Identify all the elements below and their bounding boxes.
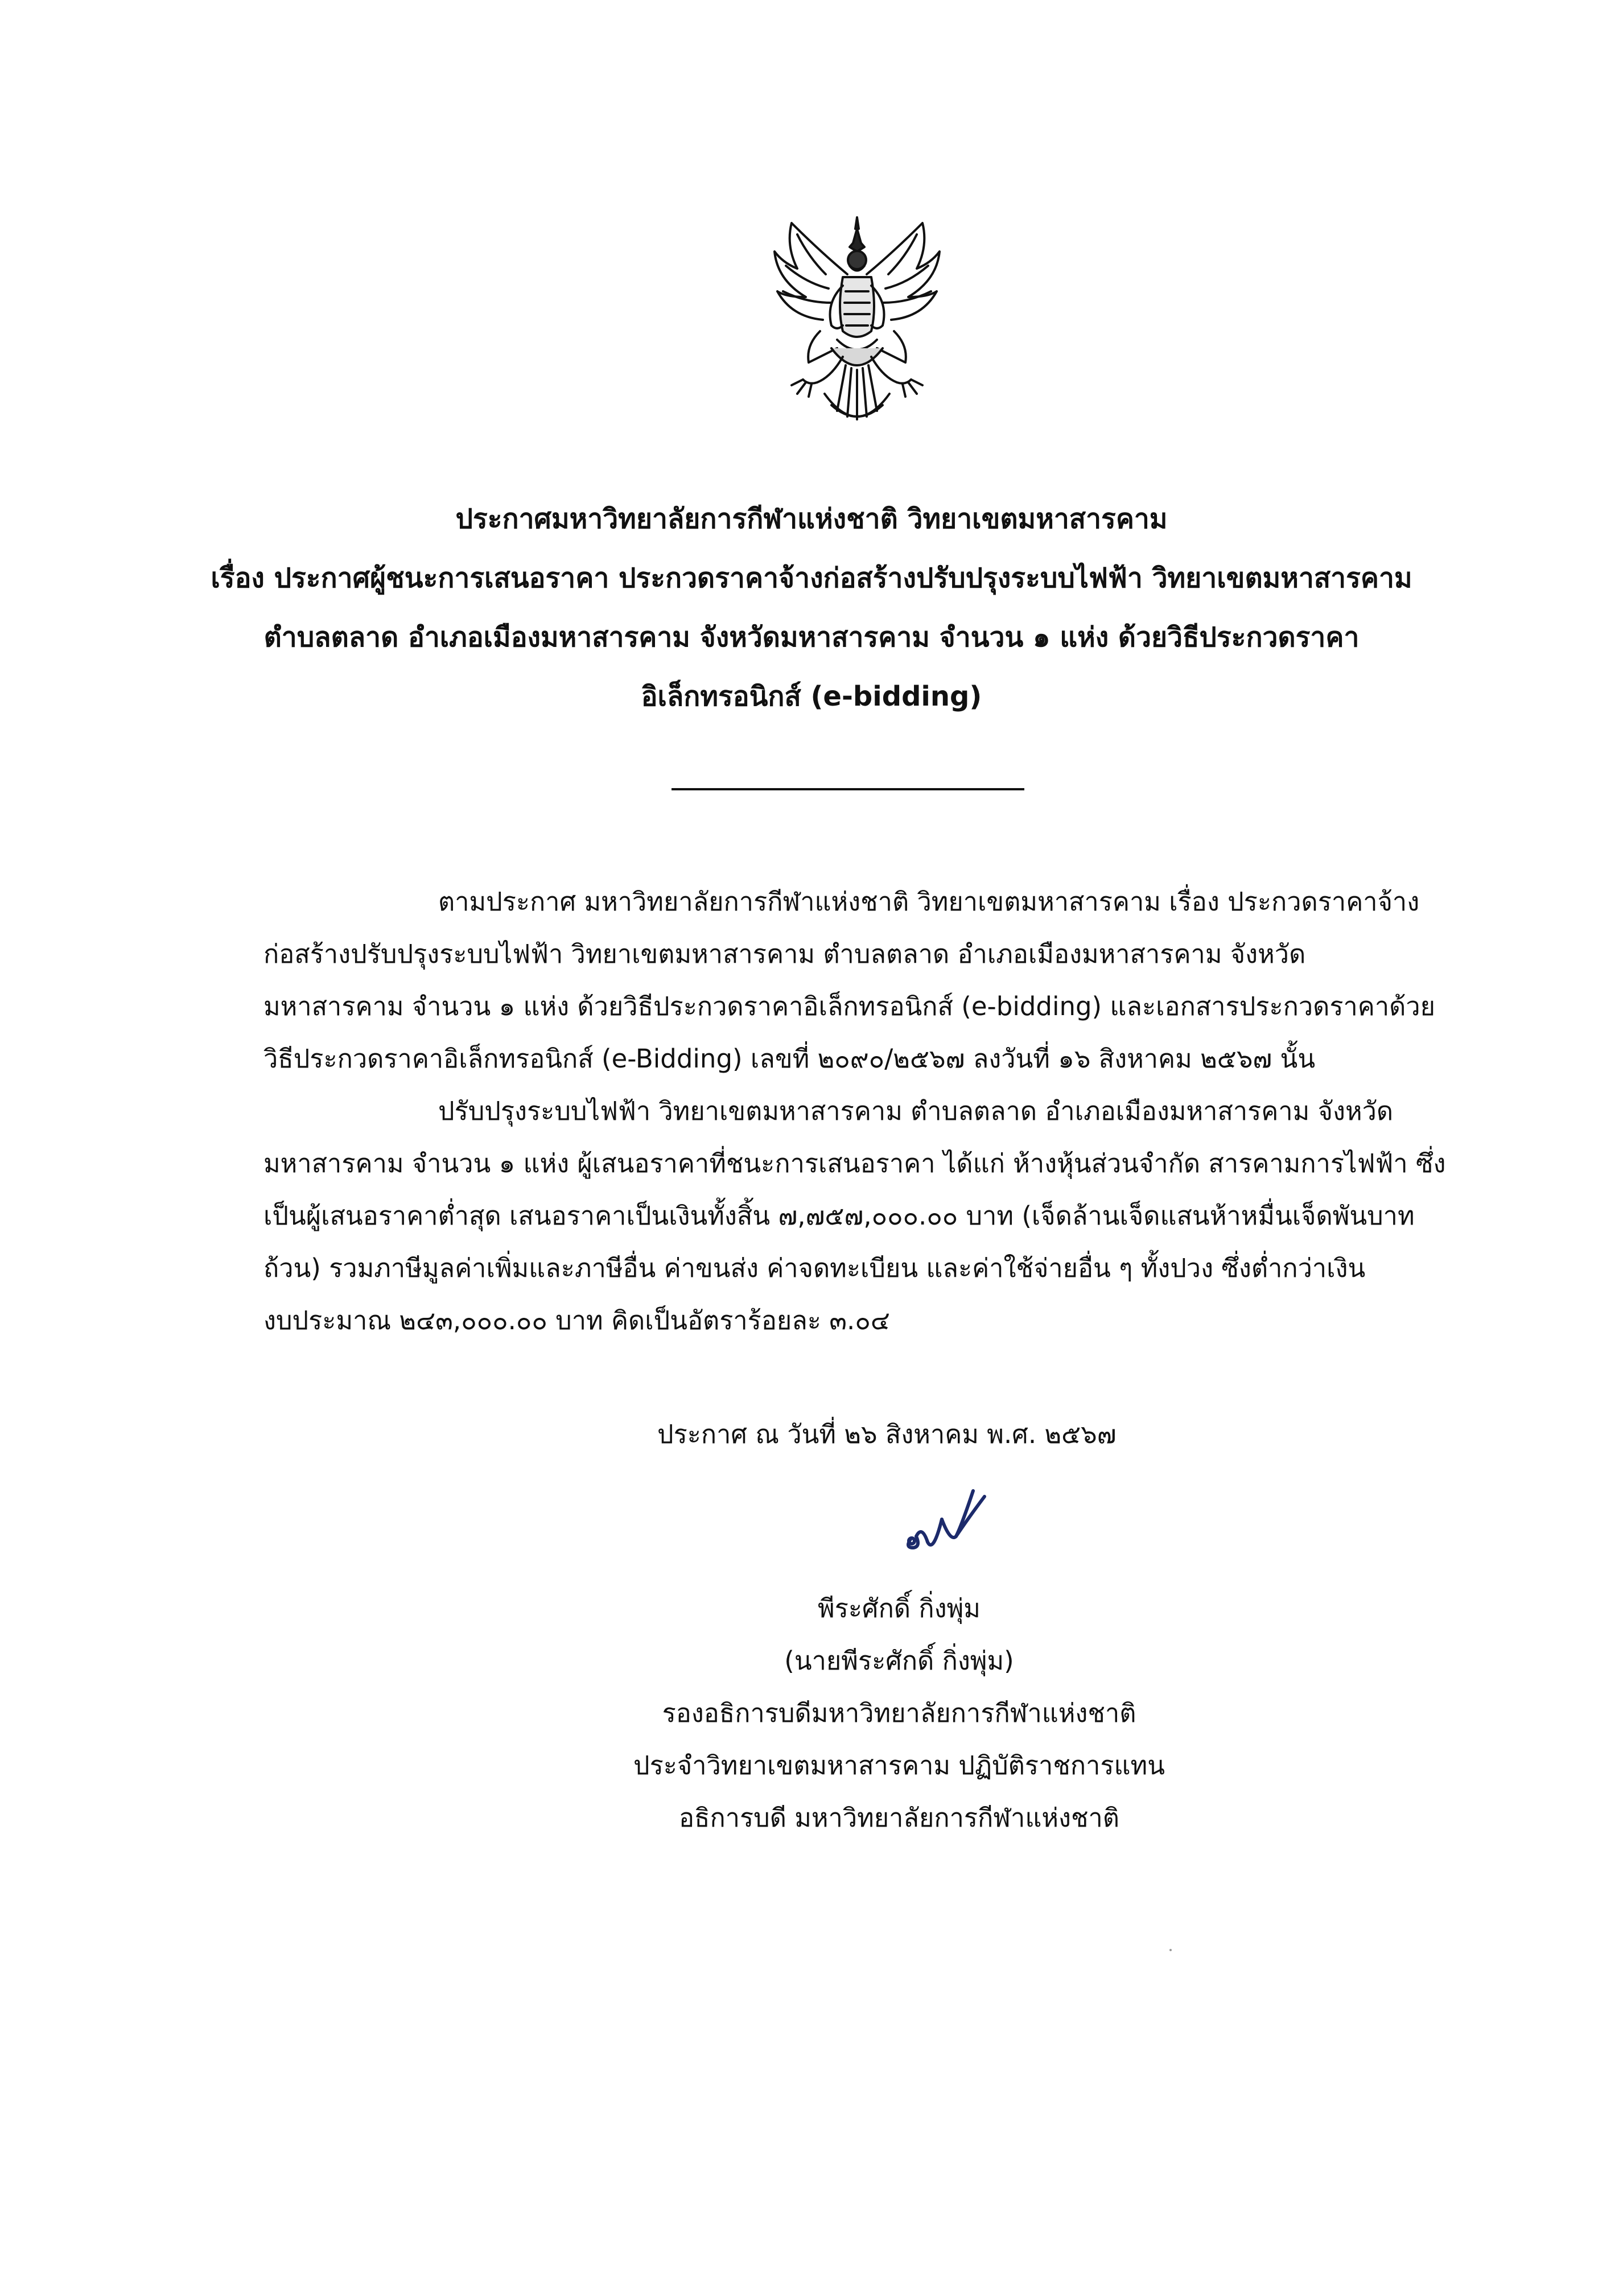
title-line-4: อิเล็กทรอนิกส์ (e-bidding) bbox=[641, 681, 982, 712]
title-line-1: ประกาศมหาวิทยาลัยการกีฬาแห่งชาติ วิทยาเขตมหาสารคาม bbox=[455, 503, 1168, 535]
paragraph-1-line-1: ตามประกาศ มหาวิทยาลัยการกีฬาแห่งชาติ วิทยาเขตมหาสารคาม เรื่อง ประกวดราคาจ้าง bbox=[438, 887, 1420, 917]
scan-speck bbox=[1169, 1949, 1172, 1951]
announcement-date: ประกาศ ณ วันที่ ๒๖ สิงหาคม พ.ศ. ๒๕๖๗ bbox=[657, 1419, 1117, 1449]
paragraph-1-line-3: มหาสารคาม จำนวน ๑ แห่ง ด้วยวิธีประกวดราคาอิเล็กทรอนิกส์ (e-bidding) และเอกสารประกวดราคาด้วย bbox=[263, 991, 1436, 1021]
paragraph-2-line-3: เป็นผู้เสนอราคาต่ำสุด เสนอราคาเป็นเงินทั้งสิ้น ๗,๗๕๗,๐๐๐.๐๐ บาท (เจ็ดล้านเจ็ดแสนห้าหมื่นเจ็ดพันบาท bbox=[263, 1201, 1415, 1231]
paragraph-1-line-2: ก่อสร้างปรับปรุงระบบไฟฟ้า วิทยาเขตมหาสารคาม ตำบลตลาด อำเภอเมืองมหาสารคาม จังหวัด bbox=[263, 939, 1306, 969]
paragraph-2-line-4: ถ้วน) รวมภาษีมูลค่าเพิ่มและภาษีอื่น ค่าขนส่ง ค่าจดทะเบียน และค่าใช้จ่ายอื่น ๆ ทั้งปวง ซึ่งต่ำกว่าเงิน bbox=[263, 1253, 1366, 1283]
garuda-emblem-icon bbox=[752, 212, 962, 439]
paragraph-2-line-5: งบประมาณ ๒๔๓,๐๐๐.๐๐ บาท คิดเป็นอัตราร้อยละ ๓.๐๔ bbox=[263, 1305, 890, 1335]
paragraph-2-line-2: มหาสารคาม จำนวน ๑ แห่ง ผู้เสนอราคาที่ชนะการเสนอราคา ได้แก่ ห้างหุ้นส่วนจำกัด สารคามการไฟฟ้า ซึ่ง bbox=[263, 1148, 1446, 1178]
signer-position-2: ประจำวิทยาเขตมหาสารคาม ปฏิบัติราชการแทน bbox=[633, 1750, 1165, 1780]
title-line-3: ตำบลตลาด อำเภอเมืองมหาสารคาม จังหวัดมหาสารคาม จำนวน ๑ แห่ง ด้วยวิธีประกวดราคา bbox=[263, 621, 1360, 653]
title-divider bbox=[672, 788, 1024, 790]
signer-position-1: รองอธิการบดีมหาวิทยาลัยการกีฬาแห่งชาติ bbox=[662, 1698, 1136, 1728]
signer-full-name: (นายพีระศักดิ์ กิ่งพุ่ม) bbox=[784, 1646, 1014, 1676]
handwritten-signature bbox=[888, 1479, 1002, 1559]
signer-name: พีระศักดิ์ กิ่งพุ่ม bbox=[818, 1593, 981, 1623]
paragraph-1-line-4: วิธีประกวดราคาอิเล็กทรอนิกส์ (e-Bidding) เลขที่ ๒๐๙๐/๒๕๖๗ ลงวันที่ ๑๖ สิงหาคม ๒๕๖๗ นั้น bbox=[263, 1044, 1316, 1074]
announcement-title bbox=[171, 489, 1452, 726]
signer-position-3: อธิการบดี มหาวิทยาลัยการกีฬาแห่งชาติ bbox=[678, 1803, 1119, 1833]
paragraph-2-line-1: ปรับปรุงระบบไฟฟ้า วิทยาเขตมหาสารคาม ตำบลตลาด อำเภอเมืองมหาสารคาม จังหวัด bbox=[438, 1096, 1394, 1126]
title-line-2: เรื่อง ประกาศผู้ชนะการเสนอราคา ประกวดราคาจ้างก่อสร้างปรับปรุงระบบไฟฟ้า วิทยาเขตมหาสารคาม bbox=[211, 562, 1412, 594]
